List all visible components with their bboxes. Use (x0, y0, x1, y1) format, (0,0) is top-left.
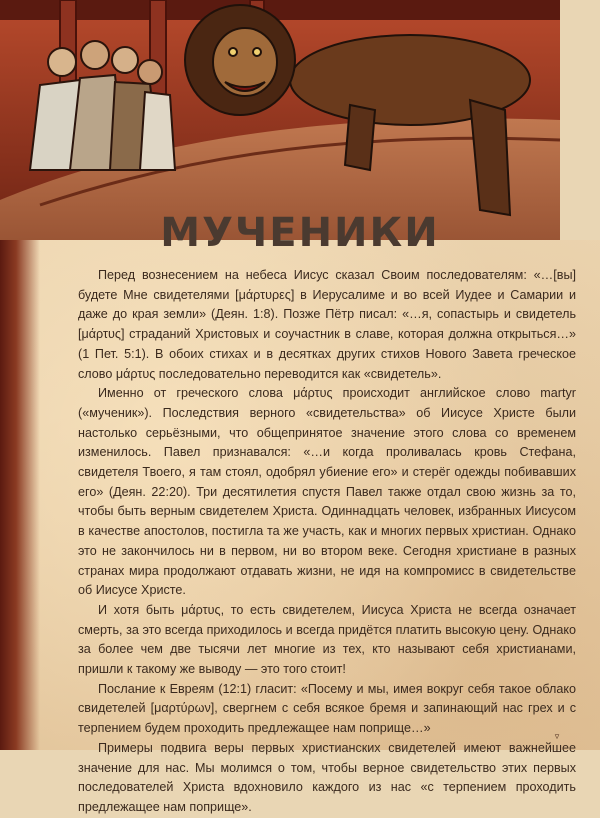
paragraph-1: Перед вознесением на небеса Иисус сказал Своим последователям: «…[вы] будете Мне свидетелями [μάρτυρες] в Иерусалиме и во всей Иудее и Самарии и даже до края земли» (Деян. 1:8). Позже Пётр писал: «…я, сопастырь и свидетель [μάρτυς] страданий Христовых и соучастник в славе, которая должна открыться…» (1 Пет. 5:1). В обоих стихах и в десятках других стихов Нового Завета греческое слово μάρτυς последовательно переводится как «свидетель». (78, 268, 576, 381)
page-title: МУЧЕНИКИ (160, 210, 440, 256)
paragraph-3: И хотя быть μάρτυς, то есть свидетелем, Иисуса Христа не всегда означает смерть, за это всегда приходилось и всегда придётся платить высокую цену. Однако за более чем две тысячи лет многие из тех, кто называют себя христианами, пришли к такому же выводу — это того стоит! (78, 602, 576, 677)
article-body (78, 266, 576, 818)
paragraph-5: Примеры подвига веры первых христианских свидетелей имеют важнейшее значение для нас. Мы молимся о том, чтобы верное свидетельство этих первых последователей Христа вдохновило каждого из нас «с терпением проходить предлежащее нам поприще». (78, 740, 576, 814)
page-corner-mark: ▿ (554, 732, 560, 742)
paragraph-2: Именно от греческого слова μάρτυς происходит английское слово martyr («мученик»). Последствия верного «свидетельства» об Иисусе Христе были настолько серьёзными, что общепринятое значение этого слова со временем изменилось. Павел признавался: «…и когда проливалась кровь Стефана, свидетеля Твоего, я там стоял, одобрял убиение его» и стерёг одежды побивавших его» (Деян. 22:20). Три десятилетия спустя Павел также отдал свою жизнь за то, чтобы быть верным свидетелем Христа. Одиннадцать человек, избранных Иисусом в качестве апостолов, постигла та же участь, как и многих первых христиан. Однако это не закончилось ни в первом, ни во втором веке. Сегодня христиане в разных странах мира продолжают отдавать жизни, не идя на компромисс в свидетельстве об Иисусе Христе. (78, 386, 576, 598)
paragraph-4: Послание к Евреям (12:1) гласит: «Посему и мы, имея вокруг себя такое облако свидетелей [μαρτύρων], свергнем с себя всякое бремя и запинающий нас грех и с терпением будем проходить предлежащее нам поприще…» (78, 681, 576, 736)
lion-arena-illustration (0, 0, 600, 240)
